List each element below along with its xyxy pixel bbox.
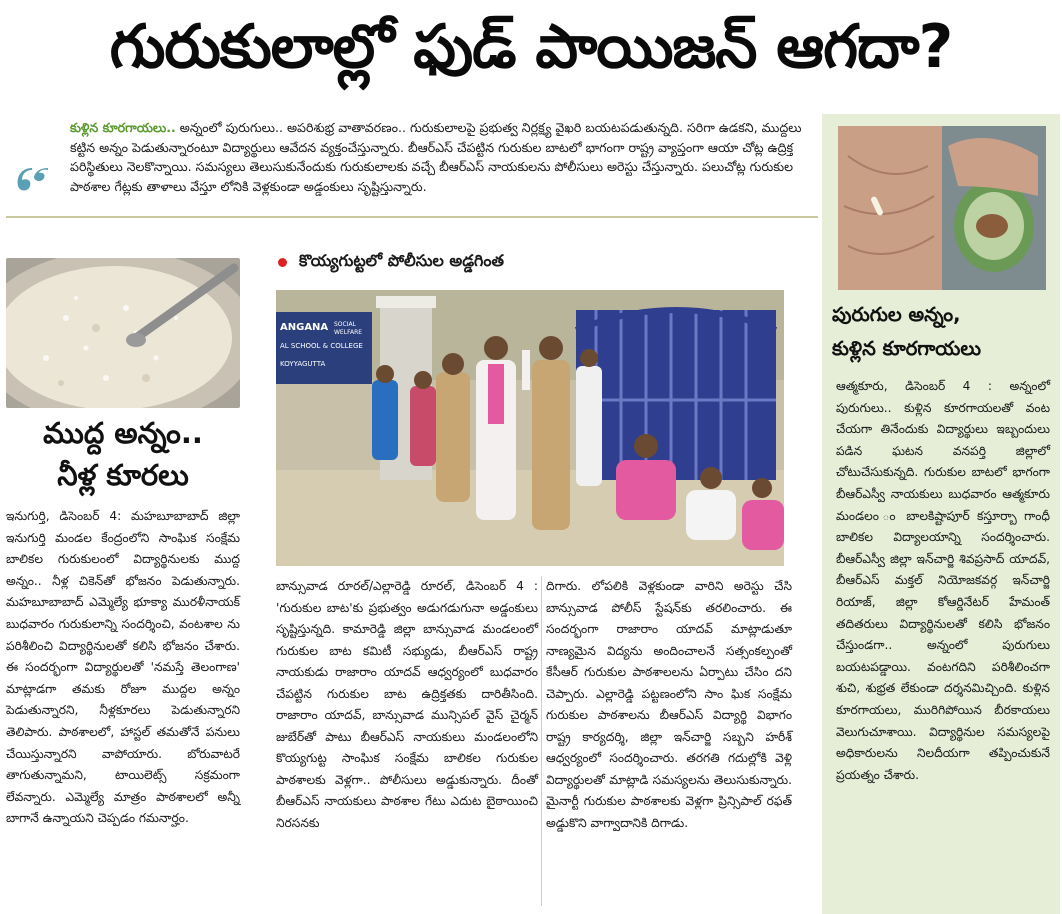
sidebar-headline — [832, 298, 1054, 366]
worms-photo — [838, 126, 1046, 290]
intro-text — [70, 118, 812, 196]
middle-article-col1: బాన్సువాడ రూరల్‌/ఎల్లారెడ్డి రూరల్‌, డిసెంబర్‌ 4 : 'గురుకుల బాట'కు ప్రభుత్వం అడుగడుగునా అడ్డంకులు సృష్టిస్తున్నది. కామారెడ్డి జిల్లా బాన్సువాడ మండలంలో గురుకుల బాట కమిటీ సభ్యుడు, బీఆర్‌ఎస్‌ రాష్ట్ర నాయకుడు రాజారాం యాదవ్‌ ఆధ్వర్యంలో బుధవారం చేపట్టిన గురుకుల బాట ఉద్రిక్తతకు దారితీసింది. రాజారాం యాదవ్‌, బాన్సువాడ మున్సిపల్‌ వైస్‌ చైర్మన్‌ జుబేర్‌తో పాటు బీఆర్‌ఎస్‌ నాయకులు మండలంలోని కొయ్యగుట్ట సాంఘిక సంక్షేమ బాలికల గురుకుల పాఠశాలకు వెళ్లగా.. పోలీసులు అడ్డుకున్నారు. దీంతో బీఆర్‌ఎస్‌ నాయకులు పాఠశాల గేటు ఎదుట బైఠాయించి నిరసనకు — [276, 579, 538, 830]
main-headline: గురుకులాల్లో ఫుడ్‌ పాయిజన్‌ ఆగదా? — [109, 12, 953, 82]
intro-block — [6, 114, 818, 218]
sign-text-4: AL SCHOOL & COLLEGE — [280, 342, 363, 350]
quote-icon — [12, 160, 52, 196]
sidebar-headline-line2: కుళ్లిన కూరగాయలు — [832, 337, 981, 360]
left-headline-line2: నీళ్ల కూరలు — [57, 458, 189, 492]
protest-photo — [276, 290, 784, 566]
column-divider — [541, 576, 542, 906]
photo-caption — [278, 250, 798, 274]
sidebar-headline-line1: పురుగుల అన్నం, — [832, 303, 961, 326]
intro-lead: కుళ్లిన కూరగాయలు.. — [70, 120, 176, 135]
rice-photo — [6, 258, 240, 408]
sidebar-panel — [822, 114, 1060, 914]
sign-text-1: ANGANA — [280, 322, 329, 333]
intro-body: అన్నంలో పురుగులు.. అపరిశుభ్ర వాతావరణం.. గురుకులాలపై ప్రభుత్వ నిర్లక్ష్య వైఖరి బయటపడుతున్నది. సరిగా ఉడకని, ముద్దలు కట్టిన అన్నం పెడుతున్నారంటూ విద్యార్థులు ఆవేదన వ్యక్తంచేస్తున్నారు. బీఆర్‌ఎస్‌ చేపట్టిన గురుకుల బాటలో భాగంగా రాష్ట్ర వ్యాప్తంగా ఆయా చోట్ల ఉద్రిక్త పరిస్థితులు నెలకొన్నాయి. సమస్యలు తెలుసుకునేందుకు గురుకులాలకు వచ్చే బీఆర్‌ఎస్‌ నాయకులను పోలీసులు అరెస్టు చేస్తున్నారు. పలుచోట్ల గురుకుల పాఠశాల గేట్లకు తాళాలు వేస్తూ లోనికి వెళ్లకుండా అడ్డంకులు సృష్టిస్తున్నారు. — [70, 120, 802, 194]
middle-article-col2: దిగారు. లోపలికి వెళ్లకుండా వారిని అరెస్టు చేసి బాన్సువాడ పోలీస్‌ స్టేషన్‌కు తరలించారు. ఈ సందర్భంగా రాజారాం యాదవ్‌ మాట్లాడుతూ నాణ్యమైన విద్యను అందించాలనే సత్సంకల్పంతో కేసీఆర్‌ గురుకుల పాఠశాలలను ఏర్పాటు చేసిం దని చెప్పారు. ఎల్లారెడ్డి పట్టణంలోని సాం ఘిక సంక్షేమ గురుకుల పాఠశాలను బీఆర్‌ఎస్‌ విద్యార్థి విభాగం రాష్ట్ర కార్యదర్శి, జిల్లా ఇన్‌చార్జి సబ్బని హరీశ్‌ ఆధ్వర్యంలో సందర్శించారు. తరగతి గదుల్లోకి వెళ్లి విద్యార్థులతో మాట్లాడి సమస్యలను తెలుసుకున్నారు. మైనార్టీ గురుకుల పాఠశాలకు వెళ్లగా ప్రిన్సిపాల్‌ రఫత్‌ అడ్డుకొని వాగ్వాదానికి దిగాడు. — [546, 579, 792, 830]
sidebar-article-body: ఆత్మకూరు, డిసెంబర్‌ 4 : అన్నంలో పురుగులు.. కుళ్లిన కూరగాయలతో వంట చేయగా తినేందుకు విద్యార్థులు ఇబ్బందులు పడిన ఘటన వనపర్తి జిల్లాలో చోటుచేసుకున్నది. గురుకుల బాటలో భాగంగా బీఆర్‌ఎస్వీ నాయకులు బుధవారం ఆత్మకూరు మండలం ం బాలకిష్టాపూర్‌ కస్తూర్బా గాంధీ బాలికల విద్యాలయాన్ని సందర్శించారు. బీఆర్‌ఎస్వీ జిల్లా ఇన్‌చార్జి శివప్రసాద్‌ యాదవ్‌, బీఆర్‌ఎస్‌ మక్తల్‌ నియోజకవర్గ ఇన్‌చార్జి రియాజ్‌, జిల్లా కోఆర్డినేటర్‌ హేమంత్‌ తదితరులు విద్యార్థినులతో కలిసి భోజనం చేస్తుండగా.. అన్నంలో పురుగులు బయటపడ్డాయి. వంటగదిని పరిశీలించగా శుచి, శుభ్రత లేకుండా దర్శనమిచ్చింది. కుళ్లిన కూరగాయలు, మురిగిపోయిన బీరకాయలు వెలుగుచూశాయి. విద్యార్థినుల సమస్యలపై అధికారులను నిలదీయగా తప్పించుకునే ప్రయత్నం చేశారు. — [836, 379, 1050, 782]
caption-text: కొయ్యగుట్టలో పోలీసుల అడ్డగింత — [299, 250, 504, 270]
left-headline-line1: ముద్ద అన్నం.. — [43, 416, 203, 450]
red-bullet-icon — [278, 258, 287, 267]
sign-text-5: KOYYAGUTTA — [280, 360, 326, 368]
sign-text-2: SOCIAL — [334, 321, 356, 328]
sign-text-3: WELFARE — [334, 329, 363, 336]
left-article-body: ఇనుగుర్తి, డిసెంబర్‌ 4: మహబూబాబాద్‌ జిల్లా ఇనుగుర్తి మండల కేంద్రంలోని సాంఘిక సంక్షేమ బాలికల గురుకులంలో విద్యార్థినులకు ముద్ద అన్నం.. నీళ్ల చికెన్‌తో భోజనం పెడుతున్నారు. మహబూబాబాద్‌ ఎమ్మెల్యే భూక్యా మురళీనాయక్‌ బుధవారం గురుకులాన్ని సందర్శించి, వంటశాల ను పరిశీలించి విద్యార్థినులతో కలిసి భోజనం చేశారు. ఈ సందర్భంగా విద్యార్థులతో 'నమస్తే తెలంగాణ' మాట్లాడగా తమకు రోజూ ముద్దల అన్నం పెడుతున్నారని, నీళ్లకూరలు పెడుతున్నారని తెలిపారు. పాఠశాలలో, హాస్టల్‌ తమతోనే పనులు చేయిస్తున్నారని వాపోయారు. బోరువాటరే తాగుతున్నామని, టాయిలెట్స్‌ సక్రమంగా లేవన్నారు. ఎమ్మెల్యే మాత్రం పాఠశాలలో అన్నీ బాగానే ఉన్నాయని చెప్పడం గమనార్హం. — [6, 509, 240, 826]
left-headline — [6, 412, 240, 496]
